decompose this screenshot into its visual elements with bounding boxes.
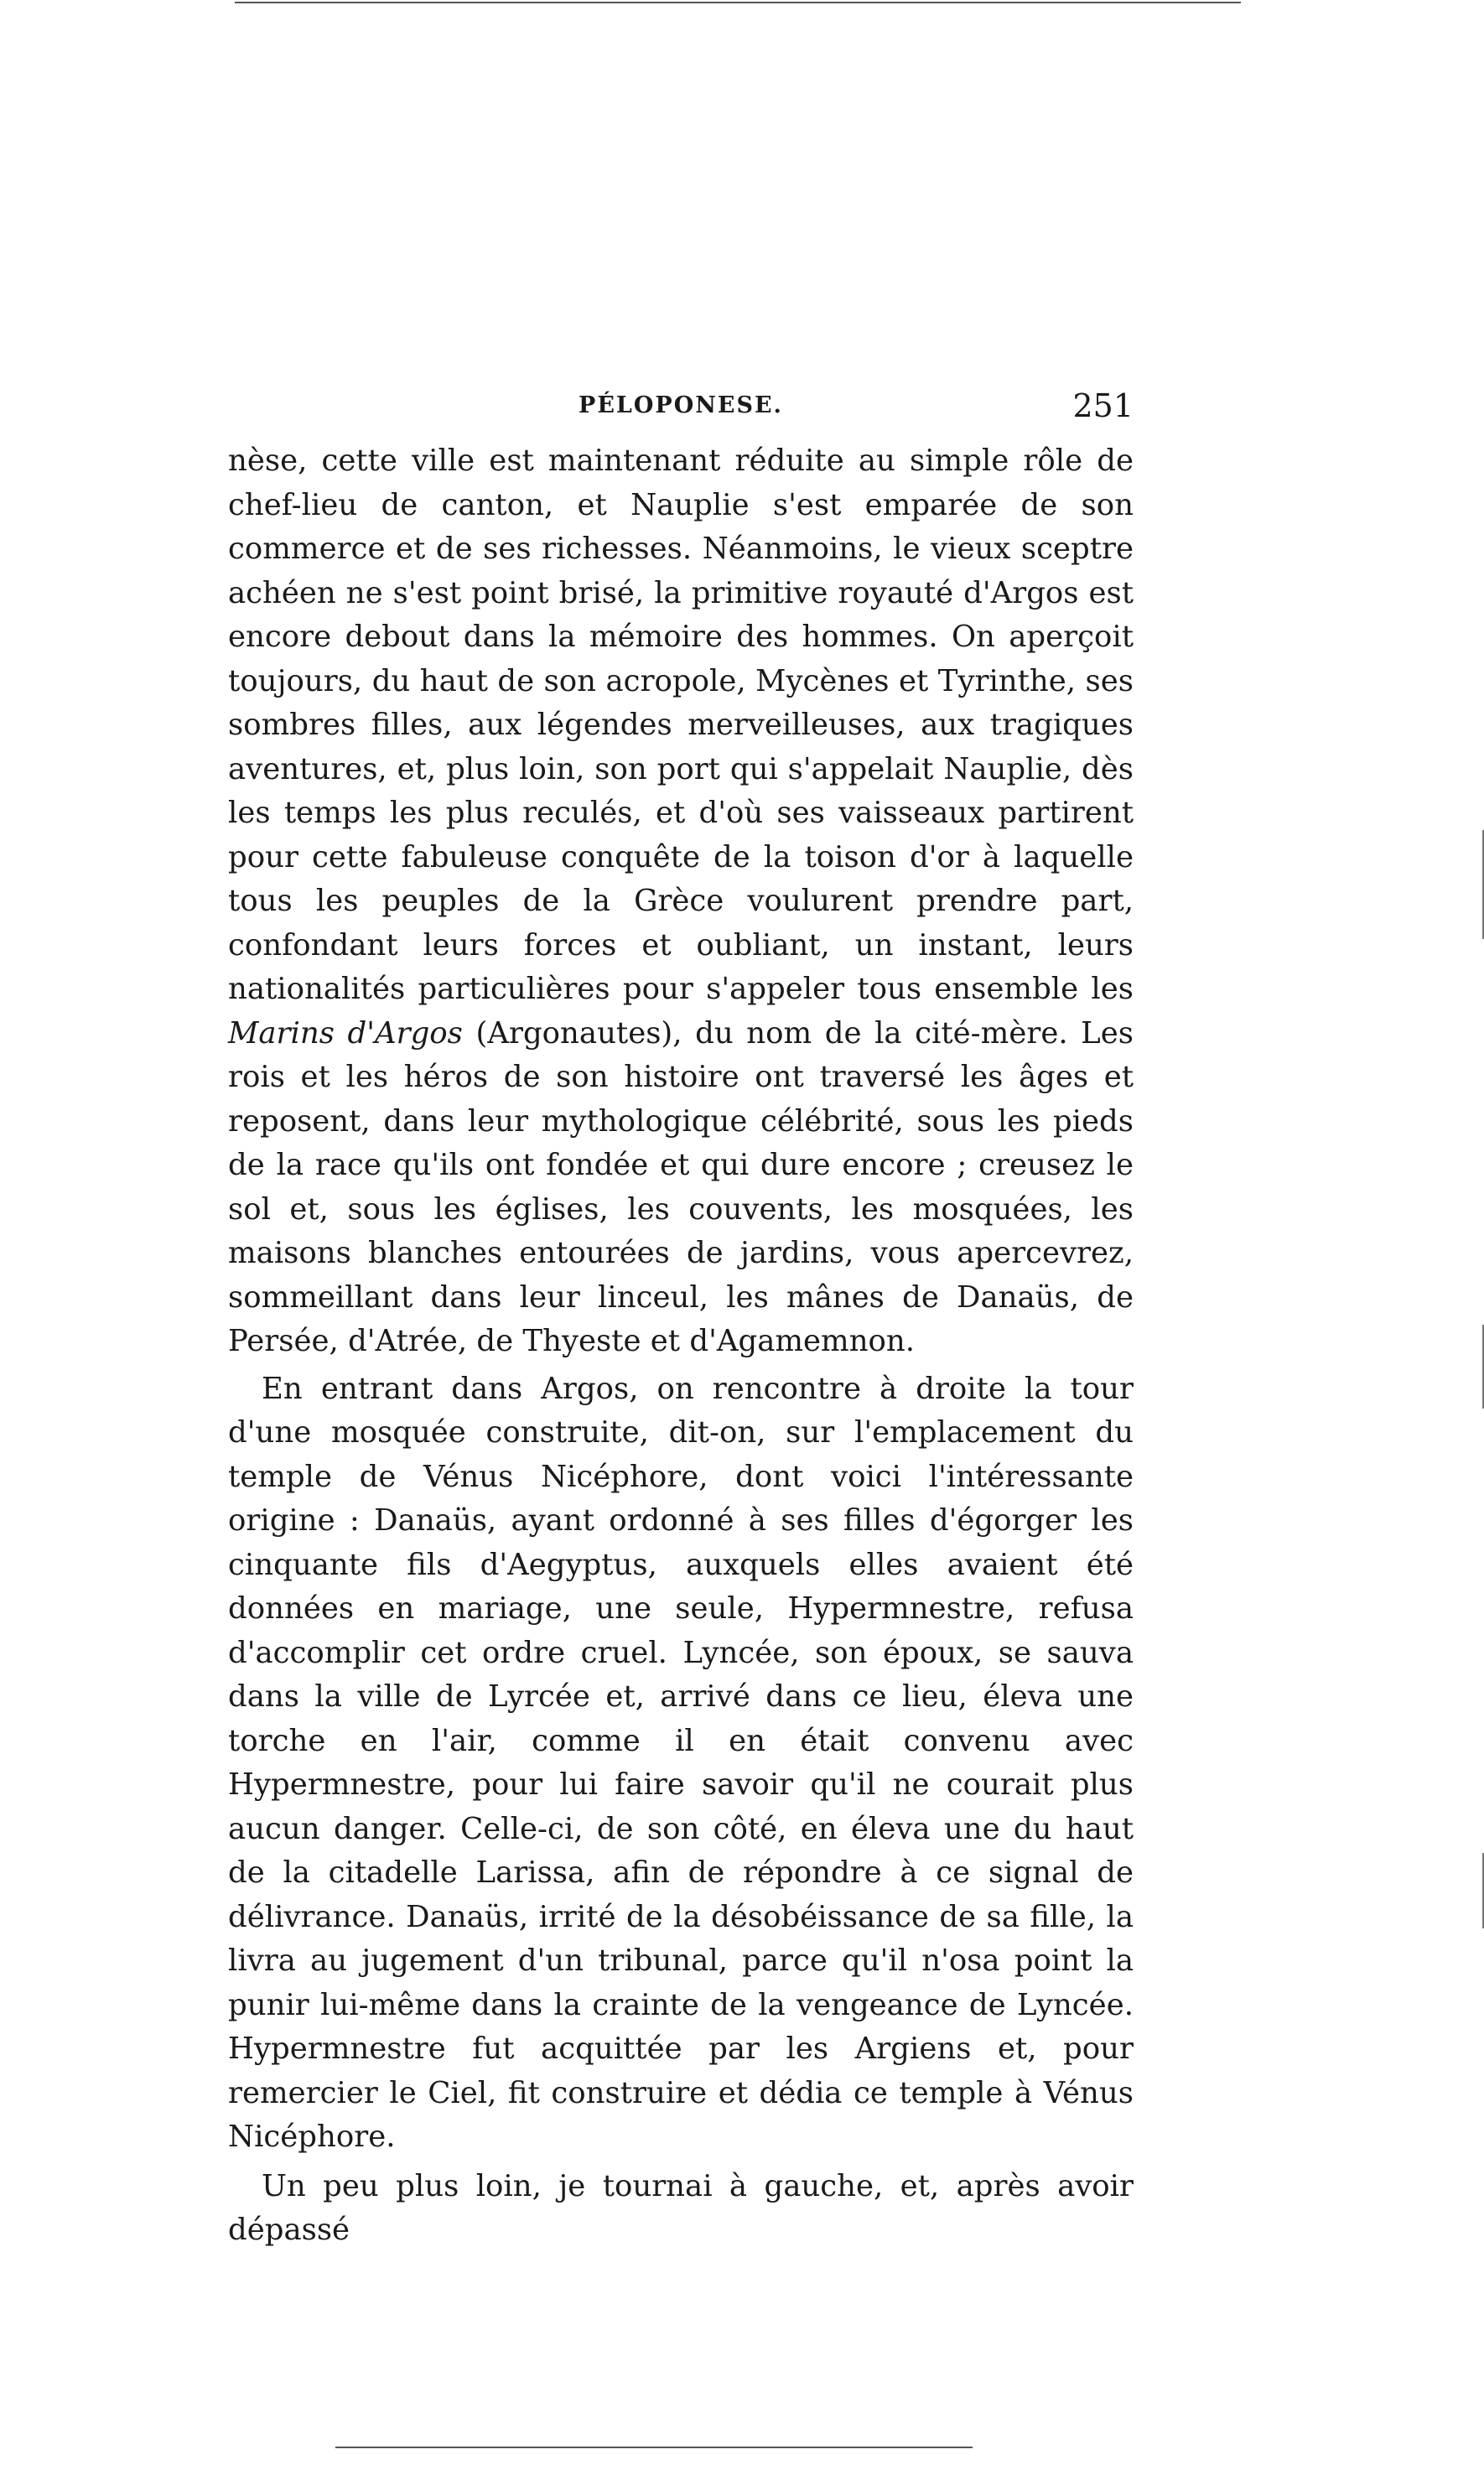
italic-phrase: Marins d'Argos	[228, 1015, 463, 1051]
book-page	[228, 387, 1134, 2256]
paragraph	[228, 439, 1134, 1364]
running-title: PÉLOPONESE.	[579, 392, 783, 418]
paragraph: En entrant dans Argos, on rencontre à droite la tour d'une mosquée construite, dit-on, sur l'emplacement du temple de Vénus Nicéphore, dont voici l'intéressante origine : Danaüs, ayant ordonné à ses filles d'égorger les cinquante fils d'Aegyptus, auxquels elles avaient été données en mariage, une seule, Hypermnestre, refusa d'accomplir cet ordre cruel. Lyncée, son époux, se sauva dans la ville de Lyrcée et, arrivé dans ce lieu, éleva une torche en l'air, comme il en était convenu avec Hypermnestre, pour lui faire savoir qu'il ne courait plus aucun danger. Celle-ci, de son côté, en éleva une du haut de la citadelle Larissa, afin de répondre à ce signal de délivrance. Danaüs, irrité de la désobéissance de sa fille, la livra au jugement d'un tribunal, parce qu'il n'osa point la punir lui-même dans la crainte de la vengeance de Lyncée. Hypermnestre fut acquittée par les Argiens et, pour remercier le Ciel, fit construire et dédia ce temple à Vénus Nicéphore.	[228, 1371, 1134, 2154]
scan-edge-bottom	[335, 2447, 973, 2448]
paragraph-text: (Argonautes), du nom de la cité-mère. Les rois et les héros de son histoire ont traversé les âges et reposent, dans leur mythologique célébrité, sous les pieds de la race qu'ils ont fondée et qui dure encore ; creusez le sol et, sous les églises, les couvents, les mosquées, les maisons blanches entourées de jardins, vous apercevrez, sommeillant dans leur linceul, les mânes de Danaüs, de Persée, d'Atrée, de Thyeste et d'Agamemnon.	[228, 1015, 1134, 1358]
paragraph: Un peu plus loin, je tournai à gauche, et, après avoir dépassé	[228, 2168, 1134, 2247]
paragraph-text: nèse, cette ville est maintenant réduite au simple rôle de chef-lieu de canton, et Nauplie s'est emparée de son commerce et de ses richesses. Néanmoins, le vieux sceptre achéen ne s'est point brisé, la primitive royauté d'Argos est encore debout dans la mémoire des hommes. On aperçoit toujours, du haut de son acropole, Mycènes et Tyrinthe, ses sombres filles, aux légendes merveilleuses, aux tragiques aventures, et, plus loin, son port qui s'appelait Nauplie, dès les temps les plus reculés, et d'où ses vaisseaux partirent pour cette fabuleuse conquête de la toison d'or à laquelle tous les peuples de la Grèce voulurent prendre part, confondant leurs forces et oubliant, un instant, leurs nationalités particulières pour s'appeler tous ensemble les	[228, 444, 1134, 1006]
scan-edge-top	[235, 2, 1241, 3]
page-number: 251	[1072, 387, 1134, 424]
running-head	[228, 387, 1134, 438]
body-text	[228, 439, 1134, 2253]
